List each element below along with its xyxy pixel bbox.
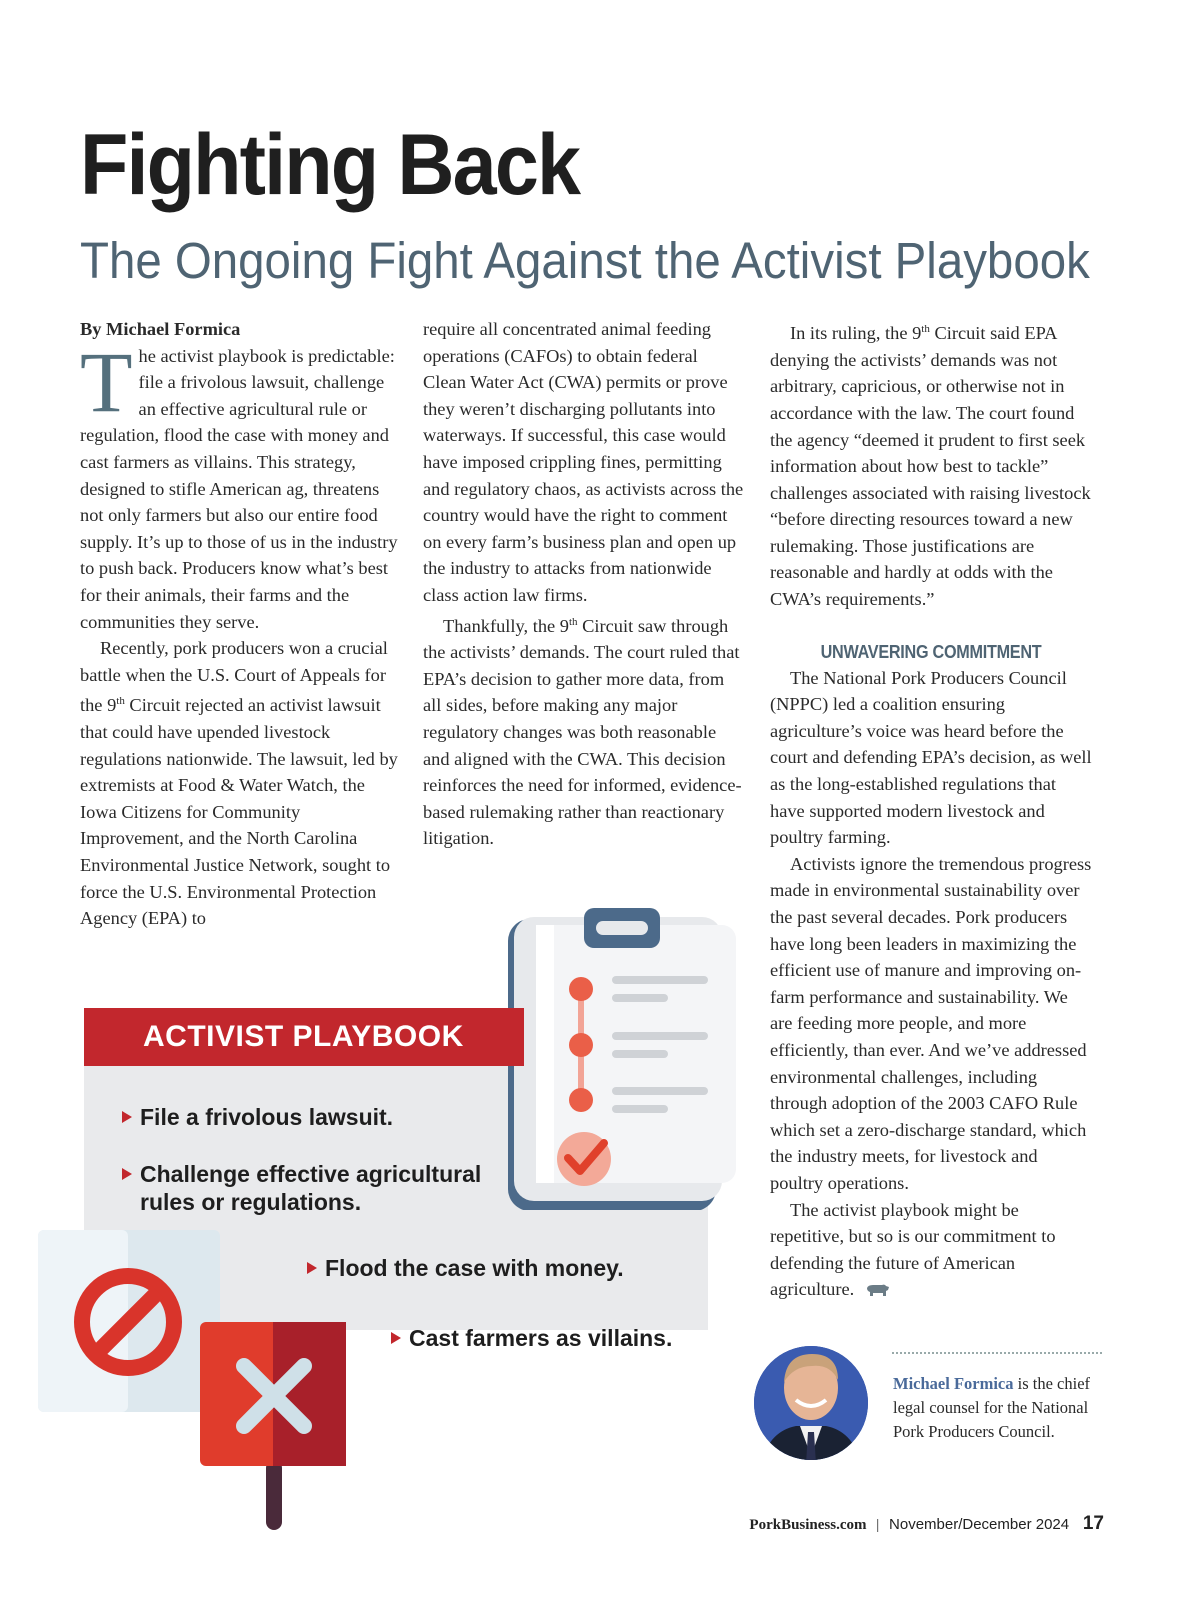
bullet-arrow-icon bbox=[391, 1332, 401, 1344]
playbook-item-4: Cast farmers as villains. bbox=[409, 1325, 673, 1351]
playbook-heading: ACTIVIST PLAYBOOK bbox=[143, 1020, 464, 1053]
playbook-item-2: Challenge effective agricultural rules or regulations. bbox=[140, 1161, 482, 1215]
page-footer bbox=[749, 1513, 1104, 1535]
author-name: Michael Formica bbox=[893, 1374, 1014, 1393]
footer-separator: | bbox=[876, 1517, 880, 1533]
article-subtitle: The Ongoing Fight Against the Activist Playbook bbox=[80, 232, 1090, 289]
section-subhead: UNWAVERING COMMITMENT bbox=[820, 641, 1042, 662]
bio-divider bbox=[892, 1352, 1102, 1354]
author-bio: Michael Formica is the chief legal counsel for the National Pork Producers Council. bbox=[893, 1374, 1091, 1441]
col3-paragraph-4: The activist playbook might be repetitive, but so is our commitment to defending the future of American agriculture. bbox=[770, 1199, 1056, 1300]
x-sign-icon bbox=[200, 1320, 348, 1532]
column-1 bbox=[80, 316, 402, 932]
playbook-item-1: File a frivolous lawsuit. bbox=[140, 1104, 394, 1130]
col2-paragraph-1: require all concentrated animal feeding operations (CAFOs) to obtain federal Clean Water Act (CWA) permits or prove they weren’t discharging pollutants into waterways. If successful, this case would have imposed crippling fines, permitting and regulatory chaos, as activists across the country would have the right to comment on every farm’s business plan and open up the industry to attacks from nationwide class action law firms. bbox=[423, 319, 744, 605]
article-title: Fighting Back bbox=[80, 117, 580, 213]
column-3 bbox=[770, 316, 1092, 1303]
column-2 bbox=[423, 316, 745, 852]
bullet-arrow-icon bbox=[122, 1111, 132, 1123]
prohibited-sign-icon bbox=[38, 1230, 220, 1412]
col3-paragraph-2: The National Pork Producers Council (NPPC) led a coalition ensuring agriculture’s voice was heard before the court and defending EPA’s decision, as well as the long-established regulations that have supported modern livestock and poultry farming. bbox=[770, 667, 1092, 848]
pig-icon bbox=[864, 1283, 890, 1299]
author-photo-avatar bbox=[752, 1336, 870, 1470]
col1-paragraph-2: Recently, pork producers won a crucial battle when the U.S. Court of Appeals for the 9th Circuit rejected an activist lawsuit that could have upended livestock regulations nationwide. The lawsuit, led by extremists at Food & Water Watch, the Iowa Citizens for Community Improvement, and the North Carolina Environmental Justice Network, sought to force the U.S. Environmental Protection Agency (EPA) to bbox=[80, 638, 398, 929]
drop-cap: T bbox=[80, 333, 133, 430]
clipboard-icon bbox=[500, 905, 750, 1210]
footer-site: PorkBusiness.com bbox=[749, 1517, 867, 1533]
col3-paragraph-1: In its ruling, the 9th Circuit said EPA denying the activists’ demands was not arbitrary, capricious, or otherwise not in accordance with the law. The court found the agency “deemed it prudent to first seek information about how best to tackle” challenges associated with raising livestock “before directing resources toward a new rulemaking. Those justifications are reasonable and hardly at odds with the CWA’s requirements.” bbox=[770, 323, 1091, 610]
footer-issue: November/December 2024 bbox=[889, 1516, 1070, 1533]
col1-paragraph-1: The activist playbook is predictable: file a frivolous lawsuit, challenge an effective agricultural rule or regulation, flood the case with money and cast farmers as villains. This strategy, designed to stifle American ag, threatens not only farmers but also our entire food supply. It’s up to those of us in the industry to push back. Producers know what’s best for their animals, their farms and the communities they serve. bbox=[80, 333, 398, 632]
col2-paragraph-2: Thankfully, the 9th Circuit saw through the activists’ demands. The court ruled that EPA’s decision to gather more data, from all sides, before making any major regulatory changes was both reasonable and aligned with the CWA. This decision reinforces the need for informed, evidence-based rulemaking rather than reactionary litigation. bbox=[423, 615, 742, 849]
col3-paragraph-3: Activists ignore the tremendous progress made in environmental sustainability over the past several decades. Pork producers have long been leaders in maximizing the efficient use of manure and improving on-farm performance and sustainability. We are feeding more people, and more efficiently, than ever. And we’ve addressed environmental challenges, including through adoption of the 2003 CAFO Rule which set a zero-discharge standard, which the industry meets, for livestock and poultry operations. bbox=[770, 853, 1092, 1193]
page-number: 17 bbox=[1082, 1513, 1104, 1534]
bullet-arrow-icon bbox=[307, 1262, 317, 1274]
bullet-arrow-icon bbox=[122, 1168, 132, 1180]
byline: By Michael Formica bbox=[80, 319, 241, 339]
playbook-item-3: Flood the case with money. bbox=[325, 1255, 624, 1281]
